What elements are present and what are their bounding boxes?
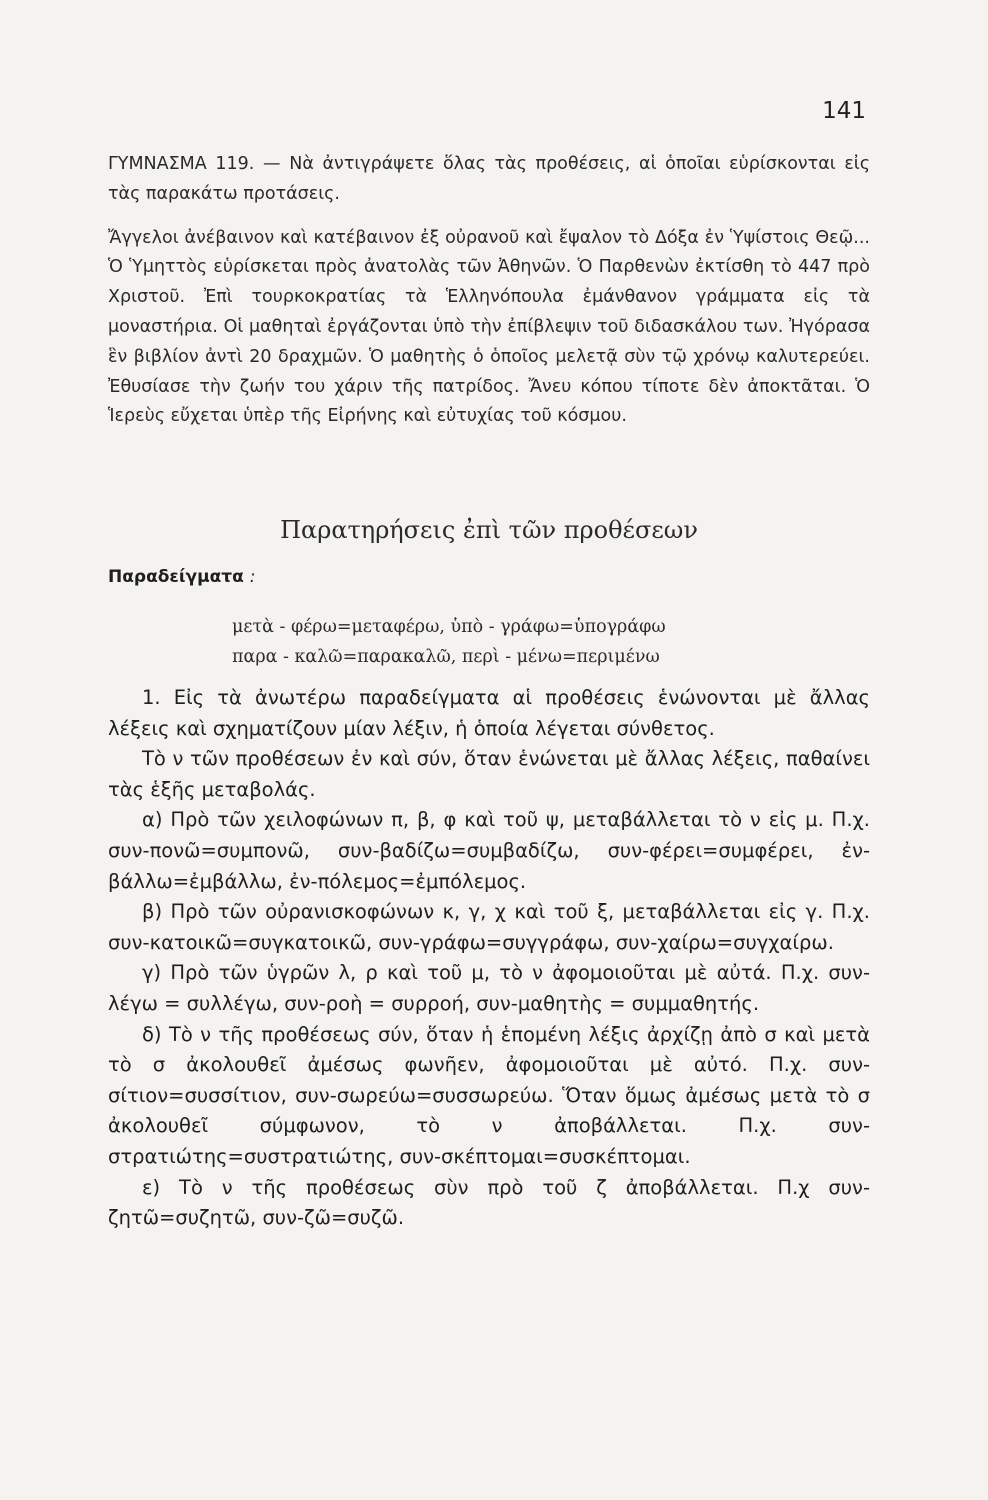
section-title: Παρατηρήσεις ἐπὶ τῶν προθέσεων xyxy=(280,516,698,544)
exercise-block xyxy=(108,150,870,432)
exercise-instruction: ΓΥΜΝΑΣΜΑ 119. — Νὰ ἀντιγράψετε ὅλας τὰς προθέσεις, αἱ ὁποῖαι εὑρίσκονται εἰς τὰς παρακάτω προτάσεις. xyxy=(108,154,870,204)
example-line: μετὰ - φέρω=μεταφέρω, ὑπὸ - γράφω=ὑπογράφω xyxy=(232,617,666,637)
paragraph-delta: δ) Τὸ ν τῆς προθέσεως σύν, ὅταν ἡ ἑπομένη λέξις ἀρχίζῃ ἀπὸ σ καὶ μετὰ τὸ σ ἀκολουθεῖ ἀμέσως φωνῆεν, ἀφομοιοῦται μὲ αὐτό. Π.χ. συν-σίτιον=συσσίτιον, συν-σωρεύω=συσσωρεύω. Ὅταν ὅμως ἀμέσως μετὰ τὸ σ ἀκολουθεῖ σύμφωνον, τὸ ν ἀποβάλλεται. Π.χ. συν-στρατιώτης=συστρατιώτης, συν-σκέπτομαι=συσκέπτομαι. xyxy=(108,1022,870,1168)
paragraph-epsilon: ε) Τὸ ν τῆς προθέσεως σὺν πρὸ τοῦ ζ ἀποβάλλεται. Π.χ συν-ζητῶ=συζητῶ, συν-ζῶ=συζῶ. xyxy=(108,1175,870,1230)
page-number: 141 xyxy=(822,98,866,124)
paragraph-beta: β) Πρὸ τῶν οὐρανισκοφώνων κ, γ, χ καὶ τοῦ ξ, μεταβάλλεται εἰς γ. Π.χ. συν-κατοικῶ=συγκατοικῶ, συν-γράφω=συγγράφω, συν-χαίρω=συγχαίρω. xyxy=(108,900,870,954)
paragraph-gamma: γ) Πρὸ τῶν ὑγρῶν λ, ρ καὶ τοῦ μ, τὸ ν ἀφομοιοῦται μὲ αὐτά. Π.χ. συν-λέγω = συλλέγω, συν-ροὴ = συρροή, συν-μαθητὴς = συμμαθητής. xyxy=(108,961,870,1015)
examples-label xyxy=(108,567,255,587)
examples-label-text: Παραδείγματα xyxy=(108,567,244,587)
paragraph-intro: Τὸ ν τῶν προθέσεων ἐν καὶ σύν, ὅταν ἑνώνεται μὲ ἄλλας λέξεις, παθαίνει τὰς ἑξῆς μεταβολάς. xyxy=(108,747,870,801)
examples-label-colon: : xyxy=(249,567,256,587)
example-line: παρα - καλῶ=παρακαλῶ, περὶ - μένω=περιμένω xyxy=(232,647,660,667)
paragraph-alpha: α) Πρὸ τῶν χειλοφώνων π, β, φ καὶ τοῦ ψ, μεταβάλλεται τὸ ν εἰς μ. Π.χ. συν-πονῶ=συμπονῶ, συν-βαδίζω=συμβαδίζω, συν-φέρει=συμφέρει, ἐν-βάλλω=ἐμβάλλω, ἐν-πόλεμος=ἐμπόλεμος. xyxy=(108,808,870,893)
exercise-sentences: Ἄγγελοι ἀνέβαινον καὶ κατέβαινον ἐξ οὐρανοῦ καὶ ἔψαλον τὸ Δόξα ἐν Ὑψίστοις Θεῷ... Ὁ Ὑμηττὸς εὑρίσκεται πρὸς ἀνατολὰς τῶν Ἀθηνῶν. Ὁ Παρθενὼν ἐκτίσθη τὸ 447 πρὸ Χριστοῦ. Ἐπὶ τουρκοκρατίας τὰ Ἑλληνόπουλα ἐμάνθανον γράμματα εἰς τὰ μοναστήρια. Οἱ μαθηταὶ ἐργάζονται ὑπὸ τὴν ἐπίβλεψιν τοῦ διδασκάλου των. Ἠγόρασα ἓν βιβλίον ἀντὶ 20 δραχμῶν. Ὁ μαθητὴς ὁ ὁποῖος μελετᾷ σὺν τῷ χρόνῳ καλυτερεύει. Ἐθυσίασε τὴν ζωήν του χάριν τῆς πατρίδος. Ἄνευ κόπου τίποτε δὲν ἀποκτᾶται. Ὁ Ἱερεὺς εὔχεται ὑπὲρ τῆς Εἰρήνης καὶ εὐτυχίας τοῦ κόσμου. xyxy=(108,227,870,427)
paragraph-rule-1: 1. Εἰς τὰ ἀνωτέρω παραδείγματα αἱ προθέσεις ἑνώνονται μὲ ἄλλας λέξεις καὶ σχηματίζουν μίαν λέξιν, ἡ ὁποία λέγεται σύνθετος. xyxy=(108,686,870,740)
explanation-text xyxy=(108,683,870,1234)
